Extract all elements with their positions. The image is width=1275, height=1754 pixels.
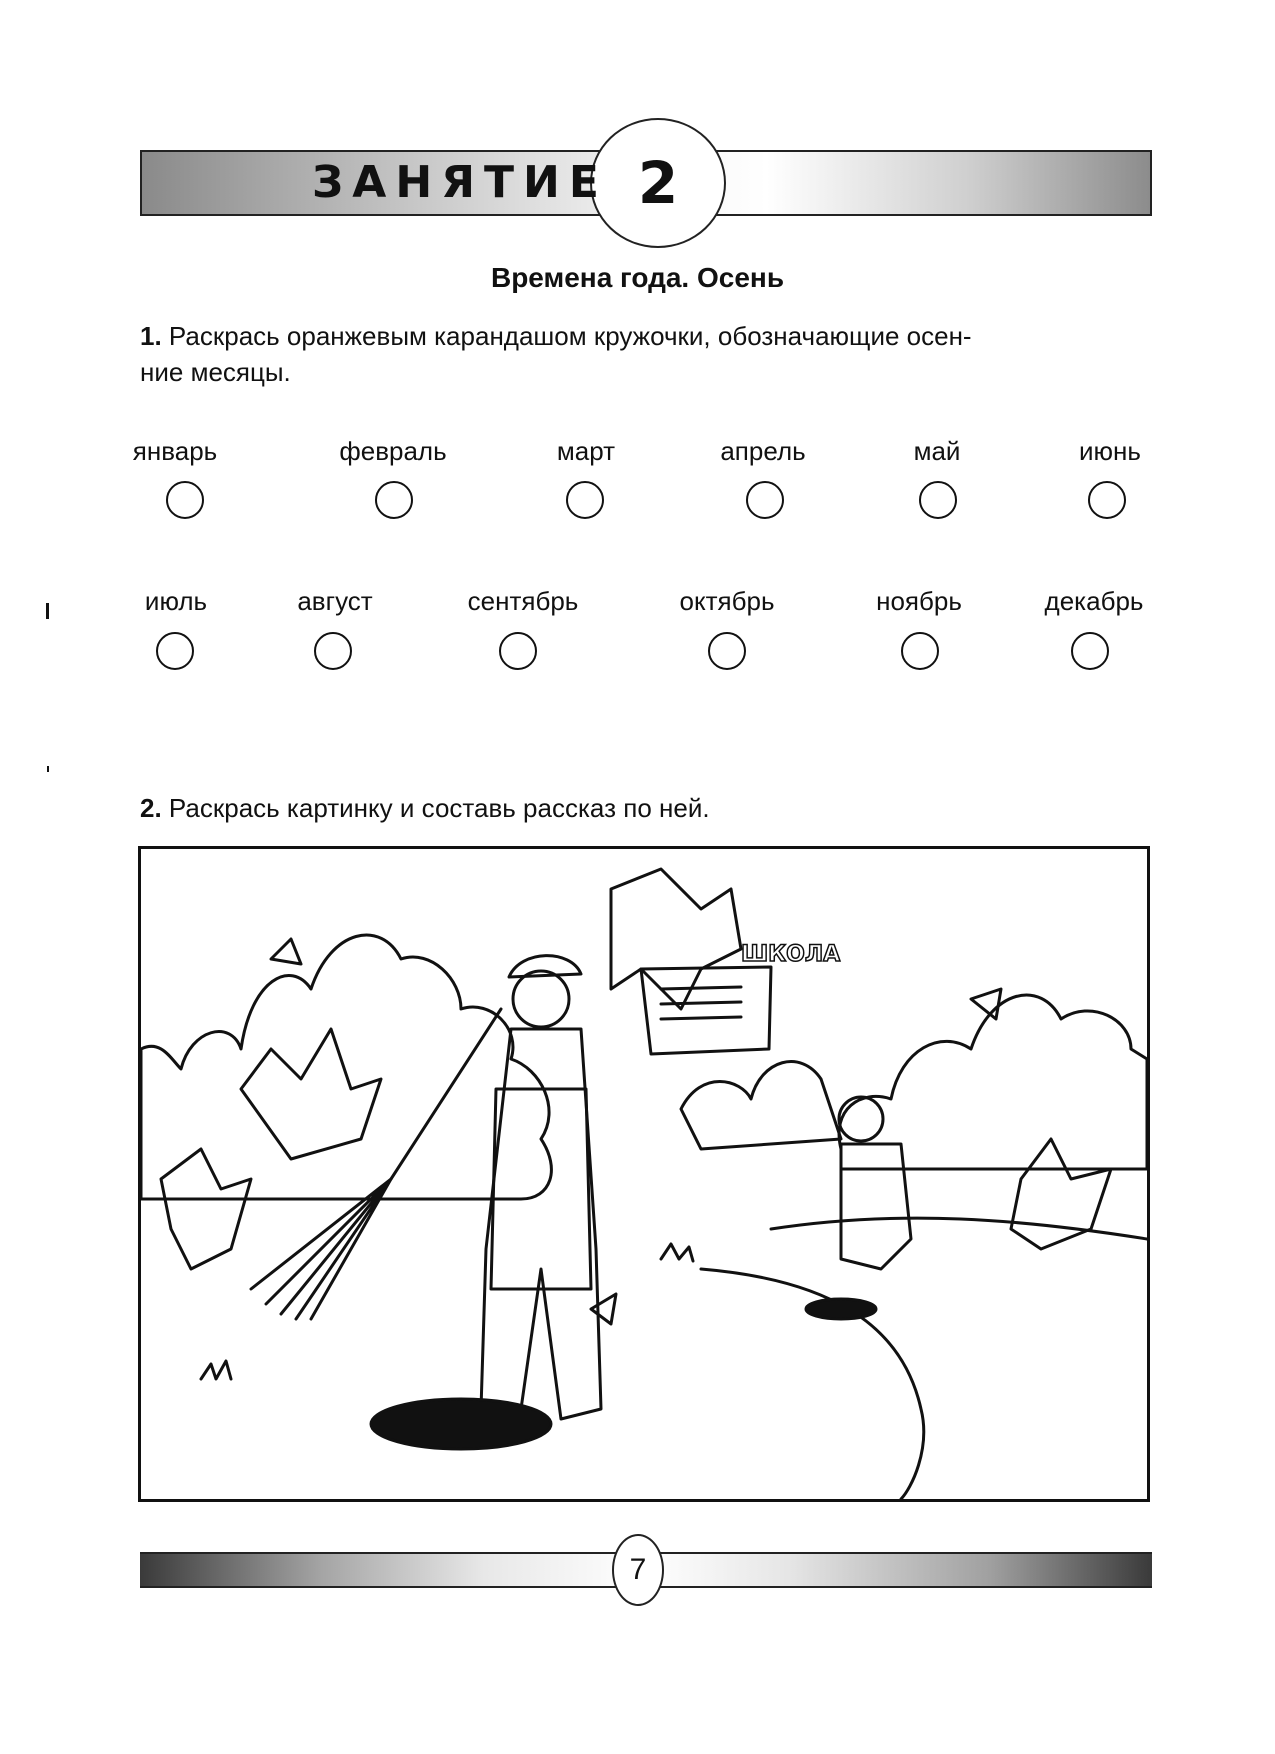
broom-handle <box>391 1009 501 1179</box>
school-sign: ШКОЛА <box>741 942 841 967</box>
scan-speck <box>46 603 49 619</box>
maple-leaf <box>161 1149 251 1269</box>
small-leaf <box>971 989 1001 1019</box>
circle-october[interactable] <box>708 632 746 670</box>
month-label-september: сентябрь <box>467 586 579 616</box>
task-2-number: 2. <box>140 793 162 823</box>
circle-february[interactable] <box>375 481 413 519</box>
boy-body <box>841 1144 911 1269</box>
circle-january[interactable] <box>166 481 204 519</box>
janitor-head <box>513 971 569 1027</box>
month-label-july: июль <box>144 586 208 616</box>
scan-speck <box>47 766 49 772</box>
month-label-december: декабрь <box>1044 586 1144 616</box>
task-1-text-line1: Раскрась оранжевым карандашом кружочки, обозначающие осен- <box>168 321 972 351</box>
school-building <box>641 967 771 1054</box>
lesson-label: ЗАНЯТИЕ <box>312 157 608 208</box>
autumn-park-illustration <box>141 849 1147 1499</box>
janitor-cap <box>509 956 581 977</box>
circle-november[interactable] <box>901 632 939 670</box>
task-2-instructions <box>140 790 1150 826</box>
month-label-october: октябрь <box>679 586 775 616</box>
lesson-number: 2 <box>637 149 679 217</box>
coloring-picture[interactable] <box>138 846 1150 1502</box>
circle-march[interactable] <box>566 481 604 519</box>
boy-head <box>839 1097 883 1141</box>
task-2-text: Раскрась картинку и составь рассказ по ней. <box>168 793 710 823</box>
month-label-january: январь <box>132 436 218 466</box>
circle-july[interactable] <box>156 632 194 670</box>
bush-left <box>141 935 551 1199</box>
circle-june[interactable] <box>1088 481 1126 519</box>
month-label-march: март <box>556 436 616 466</box>
circle-december[interactable] <box>1071 632 1109 670</box>
maple-leaf <box>241 1029 381 1159</box>
circle-september[interactable] <box>499 632 537 670</box>
month-label-april: апрель <box>720 436 806 466</box>
month-label-may: май <box>913 436 961 466</box>
circle-august[interactable] <box>314 632 352 670</box>
month-label-june: июнь <box>1079 436 1141 466</box>
month-label-november: ноябрь <box>876 586 962 616</box>
grass <box>661 1244 693 1261</box>
boy-shadow <box>806 1299 876 1319</box>
month-label-august: август <box>297 586 373 616</box>
small-leaf <box>271 939 301 964</box>
page-number: 7 <box>629 1553 647 1586</box>
bush-middle <box>681 1062 841 1149</box>
task-1-instructions <box>140 318 1150 390</box>
task-1-number: 1. <box>140 321 162 351</box>
small-leaf <box>591 1294 616 1324</box>
grass <box>201 1361 231 1379</box>
month-label-february: февраль <box>339 436 447 466</box>
circle-april[interactable] <box>746 481 784 519</box>
task-1-text-line2: ние месяцы. <box>140 357 291 387</box>
lesson-title: Времена года. Осень <box>490 262 785 293</box>
janitor-shadow <box>371 1399 551 1449</box>
circle-may[interactable] <box>919 481 957 519</box>
janitor-apron <box>491 1089 591 1289</box>
